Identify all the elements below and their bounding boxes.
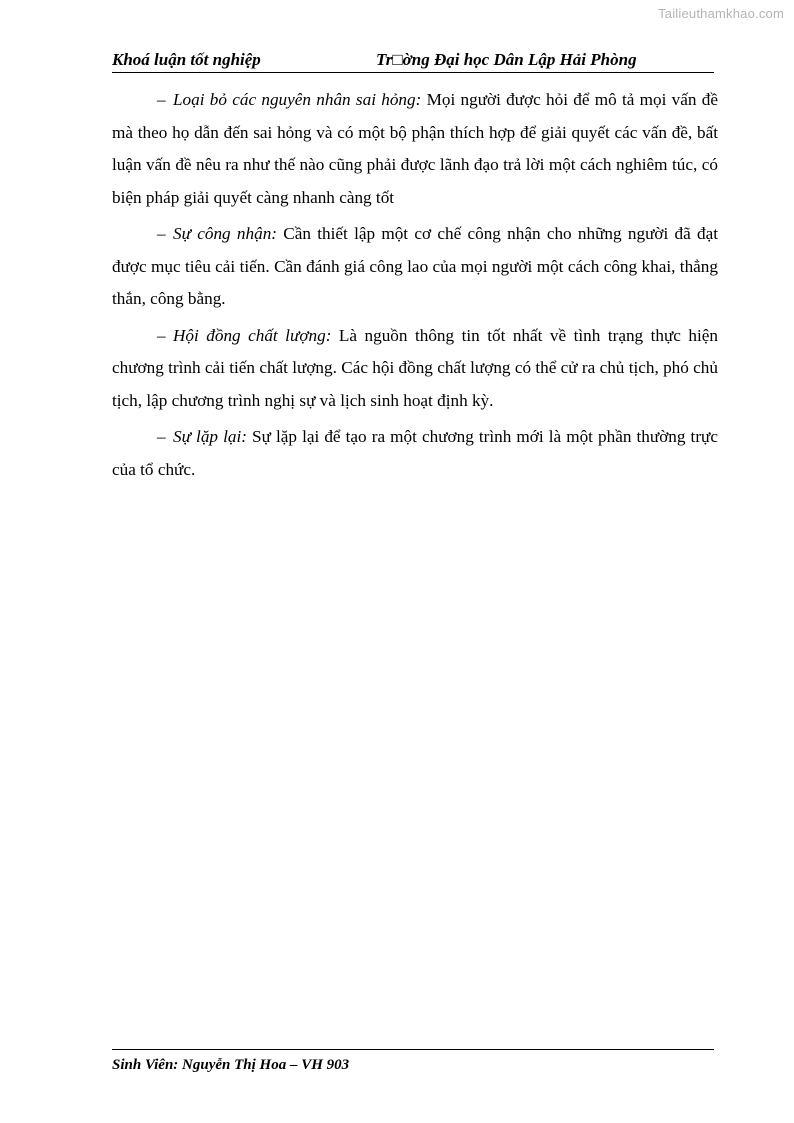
paragraph-text: Sự lặp lại để tạo ra một chương trình mới là một phần thường trực của tổ chức. (112, 427, 718, 479)
paragraph (112, 421, 718, 486)
paragraph-term: Sự công nhận: (173, 224, 278, 243)
dash-bullet: – (157, 427, 166, 446)
paragraph-term: Hội đồng chất lượng: (173, 325, 332, 345)
dash-bullet: – (157, 224, 166, 243)
dash-bullet: – (157, 90, 166, 109)
page-header (112, 48, 714, 73)
dash-bullet: – (157, 325, 166, 345)
paragraph-text: Là nguồn thông tin tốt nhất về tình trạng thực hiện chương trình cải tiến chất lượng. Các hội đồng chất lượng có thể cử ra chủ tịch, phó chủ tịch, lập chương trình nghị sự và lịch sinh hoạt định kỳ. (112, 325, 718, 410)
footer-student-info: Sinh Viên: Nguyễn Thị Hoa – VH 903 (112, 1057, 350, 1073)
watermark: Tailieuthamkhao.com (658, 6, 784, 21)
paragraph-text: Cần thiết lập một cơ chế công nhận cho những người đã đạt được mục tiêu cải tiến. Cần đánh giá công lao của mọi người một cách công khai, thẳng thắn, công bằng. (112, 224, 719, 308)
paragraph (112, 84, 718, 214)
paragraph (112, 218, 718, 316)
paragraph-text: Mọi người được hỏi để mô tả mọi vấn đề mà theo họ dẫn đến sai hỏng và có một bộ phận thích hợp để giải quyết các vấn đề, bất luận vấn đề nêu ra như thế nào cũng phải được lãnh đạo trả lời một cách nghiêm túc, có biện pháp giải quyết càng nhanh càng tốt (112, 90, 718, 207)
paragraph-term: Loại bỏ các nguyên nhân sai hỏng: (173, 90, 422, 109)
header-thesis-label: Khoá luận tốt nghiệp (112, 50, 261, 69)
paragraph (112, 320, 718, 418)
header-university-name: Tr□ờng Đại học Dân Lập Hải Phòng (376, 50, 637, 69)
page-footer (112, 1049, 714, 1074)
paragraph-term: Sự lặp lại: (173, 427, 247, 446)
document-body (112, 84, 718, 490)
